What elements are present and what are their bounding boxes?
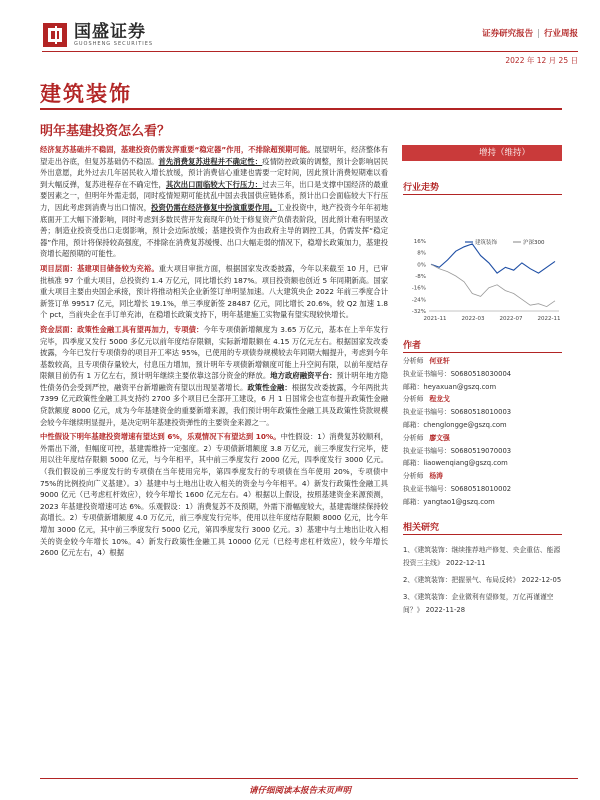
related-rule: [403, 534, 562, 535]
paragraph-overview: [40, 144, 388, 260]
lead-sentence: 中性假设下明年基建投资增速有望达到 6%，乐观情况下有望达到 10%。: [40, 432, 281, 442]
series-line-index: [431, 264, 555, 306]
key-point: 政策性金融：: [247, 382, 292, 392]
paragraph-projects: [40, 263, 388, 321]
key-point: 投资仍需在经济修复中扮演重要作用。: [151, 202, 278, 212]
cert-label: 执业证书编号：: [403, 369, 451, 378]
cert-label: 执业证书编号：: [403, 446, 451, 455]
key-point: 其次出口面临较大下行压力：: [165, 179, 263, 189]
text: 预计明年地方隐性债务仍会受到严控，融资平台新增融资有望以出现显著增长。: [40, 371, 389, 392]
cert-label: 执业证书编号：: [403, 408, 451, 417]
email-label: 邮箱：: [403, 420, 424, 429]
x-tick-label: 2022-03: [461, 316, 485, 322]
email-label: 邮箱：: [403, 459, 424, 468]
page-footer: [0, 778, 600, 800]
email-label: 邮箱：: [403, 382, 424, 391]
analyst-name: 杨涛: [429, 472, 443, 481]
text: 过去三年，出口是支撑中国经济的最重要因素之一，但明年外需走弱，同时疫情短期可能扰乱中国去我国供应链体系，预计出口会面临较大下行压力，因此考虑到消费与出口情况，: [40, 179, 389, 212]
legend-label: 沪深300: [523, 240, 545, 246]
report-category: 行业周报: [543, 29, 578, 39]
related-title[interactable]: 1、《建筑装饰：继续推荐地产修复、央企重估、能源投资三主线》: [403, 546, 561, 567]
analyst-name: 程龙戈: [429, 395, 450, 404]
y-tick-label: 8%: [417, 250, 426, 257]
analyst-email[interactable]: liaowenqiang@gszq.com: [423, 459, 508, 468]
cert-number: S0680518030004: [450, 369, 512, 378]
y-tick-label: -8%: [415, 274, 426, 280]
related-title[interactable]: 3、《建筑装饰：企业微利有望修复，万亿再谨谨空间？》: [403, 593, 554, 614]
analyst-name: 何亚轩: [429, 357, 450, 365]
analyst-entry: [403, 432, 563, 470]
x-tick-label: 2021-11: [423, 316, 447, 322]
text: 展望明年，经济整体有望走出谷底，但复苏基础仍不稳固。: [40, 145, 388, 166]
related-research-list: [403, 544, 563, 621]
related-item[interactable]: [403, 544, 563, 570]
paragraph-funding: [40, 324, 388, 428]
analyst-role: 分析师: [403, 472, 424, 481]
related-item[interactable]: [403, 591, 563, 617]
analyst-email[interactable]: chenglongge@gszq.com: [423, 420, 507, 429]
title-divider: [40, 108, 562, 110]
text: 重大项目审批方面，根据国家发改委披露，今年以来截至 10 月，已审批核准 97 个重大项目，总投资约 1.4 万亿元，同比增长约 187%。项目投资额也创近 5 年同期新高。国家重大项目主要由央国企承接，预计将推动相关企业新签订单明显加速。八大建筑央企 2022 年前三季度合计新签订单 99517 亿元，同比增长 19.1%，单三季度新签 28487 亿元，同比增长 20.6%，较 Q2 加速 1.8 个 pct，当前央企在手订单充沛，在稳增长政策支持下，明年基建施工实物量有望实现较快增长。: [40, 263, 389, 320]
analyst-email[interactable]: yangtao1@gszq.com: [423, 497, 495, 506]
industry-name: 建筑装饰: [40, 82, 132, 106]
analyst-role: 分析师: [403, 395, 424, 404]
lead-sentence: 经济复苏基础并不稳固，基建投资仍需发挥重要“稳定器”作用，不排除超预期可能。: [40, 145, 315, 154]
analyst-entry: [403, 393, 563, 431]
y-tick-label: 16%: [413, 239, 426, 245]
text: 根据发改委披露，今年两批共 7399 亿元政策性金融工具支持约 2700 多个项目已全部开工建设，6 月 1 日国常会也宣布提升政策性金融贷款额度 8000 亿元，成为今年基建资金的重要新增来源，我们预计明年政策性金融工具及政策性贷款规模会较今年继续明显提升，是决定明年基建投资弹性的主要资金来源之一。: [40, 382, 389, 427]
analyst-entry: [403, 355, 563, 393]
analyst-email[interactable]: heyaxuan@gszq.com: [423, 382, 497, 391]
lead-sentence: 资金层面：政策性金融工具有望再加力，专项债：: [40, 324, 204, 334]
disclaimer-note: 请仔细阅读本报告末页声明: [248, 786, 351, 796]
analyst-name: 廖文强: [429, 433, 450, 442]
analyst-role: 分析师: [403, 433, 424, 442]
lead-sentence: 项目层面：基建项目储备较为充裕。: [40, 263, 159, 273]
related-title[interactable]: 2、《建筑装饰：把握景气、布局反转》: [403, 576, 520, 584]
logo-name-en: GUOSHENG SECURITIES: [74, 40, 154, 47]
rating-badge: [402, 145, 562, 161]
report-type: [482, 27, 578, 39]
key-point: 首先消费复苏进程并不确定性：: [158, 156, 263, 166]
trend-heading: 行业走势: [403, 183, 440, 193]
text: 疫情防控政策的调整，预计会影响居民外出意愿，此外过去几年居民收入增长放缓，预计消费信心重建也需要一定时间，因此预计消费短期难以看到大幅反弹，复苏进程存在不确定性，: [40, 156, 389, 189]
industry-trend-chart: [403, 235, 563, 327]
cert-number: S0680518010002: [450, 484, 512, 493]
paragraph-forecast: [40, 431, 388, 559]
email-label: 邮箱：: [403, 497, 424, 506]
cert-number: S0680518010003: [450, 408, 512, 417]
cert-label: 执业证书编号：: [403, 484, 451, 493]
footer-rule: [40, 778, 578, 779]
text: 中性假设：1）消费复苏较顺利，外需出下滑，但幅度可控，基建需维持一定强度。2）专项债新增额度 3.8 万亿元，前三季度发行完毕，使用以往年度结存限额 5000 亿元，与今年相平，其中前三季度发行 2000 亿元，四季度发行 3000 亿元。（我们假设前三季度发行的专项债在当年使用完毕，第四季度发行的专项债在当年使用 20%，专项债中 75%的比例投向广义基建）。3）基建中与土地出让收入相关的资金与今年相平。4）新发行政策性金融工具 9000 亿元（已考虑杠杆效应），较今年增长 1600 亿元左右。4）根据以上假设，按照基建资金来源预测，2023 年基建投资增速可达 6%。乐观假设：1）消费复苏不及预期，外需下滑幅度较大，基建需继续保持较高增长。2）专项债新增额度 4.0 万亿元，前三季度发行完毕，使用以往年度结存限额 8000 亿元，比今年增加 3000 亿元，其中前三季度发行 5000 亿元，第四季度发行 3000 亿元。3）基建中与土地出让收入相关的资金较今年增长 10%。4）新发行政策性金融工具 10000 亿元（已经考虑杠杆效应），较今年增长 2600 亿元左右，4）根据: [40, 432, 388, 558]
y-tick-label: -16%: [411, 285, 426, 292]
report-body: [40, 144, 388, 562]
company-logo: [42, 22, 153, 48]
x-tick-label: 2022-11: [537, 316, 561, 322]
related-date: 2022-12-05: [521, 576, 562, 584]
related-heading: 相关研究: [403, 523, 440, 533]
authors-rule: [403, 352, 562, 353]
analyst-role: 分析师: [403, 357, 424, 365]
report-type-label: 证券研究报告: [482, 29, 534, 39]
rating-label: 增持（维持）: [478, 148, 530, 158]
authors-heading: 作者: [403, 341, 422, 351]
y-tick-label: -24%: [411, 297, 426, 304]
report-date: 2022 年 12 月 25 日: [505, 56, 578, 65]
y-tick-label: 0%: [417, 262, 426, 269]
related-date: 2022-12-11: [445, 559, 486, 567]
logo-icon: [42, 22, 68, 48]
cert-number: S0680519070003: [450, 446, 512, 455]
header-rule: [42, 51, 578, 52]
y-tick-label: -32%: [411, 309, 426, 315]
related-item[interactable]: [403, 574, 563, 587]
text: 工业投资中，地产投资今年年初地底面开工大幅下滑影响，同时考虑到多数民营开发商现年仍处于修复资产负债表阶段，因此预计难有明显改善；制造业投资受出口走弱影响，预计会边际放缓；基建投资作为由政府主导的调控工具，仍需发挥“稳定器”作用，预计将保持较高强度，不排除在消费复苏缓慢、出口大幅走弱的情况下，稳增长政策加力，基建投资增长超预期的可能性。: [40, 202, 389, 259]
trend-rule: [403, 194, 562, 195]
key-point: 地方政府融资平台：: [270, 371, 337, 381]
report-type-divider: |: [537, 29, 540, 39]
page-title: 明年基建投资怎么看？: [40, 124, 171, 139]
analyst-entry: [403, 470, 563, 508]
logo-name: 国盛证券: [74, 21, 146, 42]
page-header: [0, 0, 600, 65]
series-line-industry: [431, 244, 555, 273]
related-date: 2022-11-28: [425, 606, 466, 614]
analyst-list: [403, 355, 563, 509]
legend-label: 建筑装饰: [475, 240, 498, 246]
text: 今年专项债新增额度为 3.65 万亿元，基本在上半年发行完毕，四季度又发行 5000 多亿元以前年度结存限额，实际新增限额在 4.15 万亿元左右。根据国家发改委披露，今年已发行专项债券的项目开工率达 95%，已使用的专项债券规模较去年同期大幅提升，考虑到今年基数较高，且专项债存量较大，付息压力增加，预计明年专项债新增额度可能上升空间有限，以前年度结存限额目前仍有 1 万亿左右，预计明年继续主要依靠这部分资金的释放。: [40, 324, 389, 381]
x-tick-label: 2022-07: [499, 316, 523, 322]
